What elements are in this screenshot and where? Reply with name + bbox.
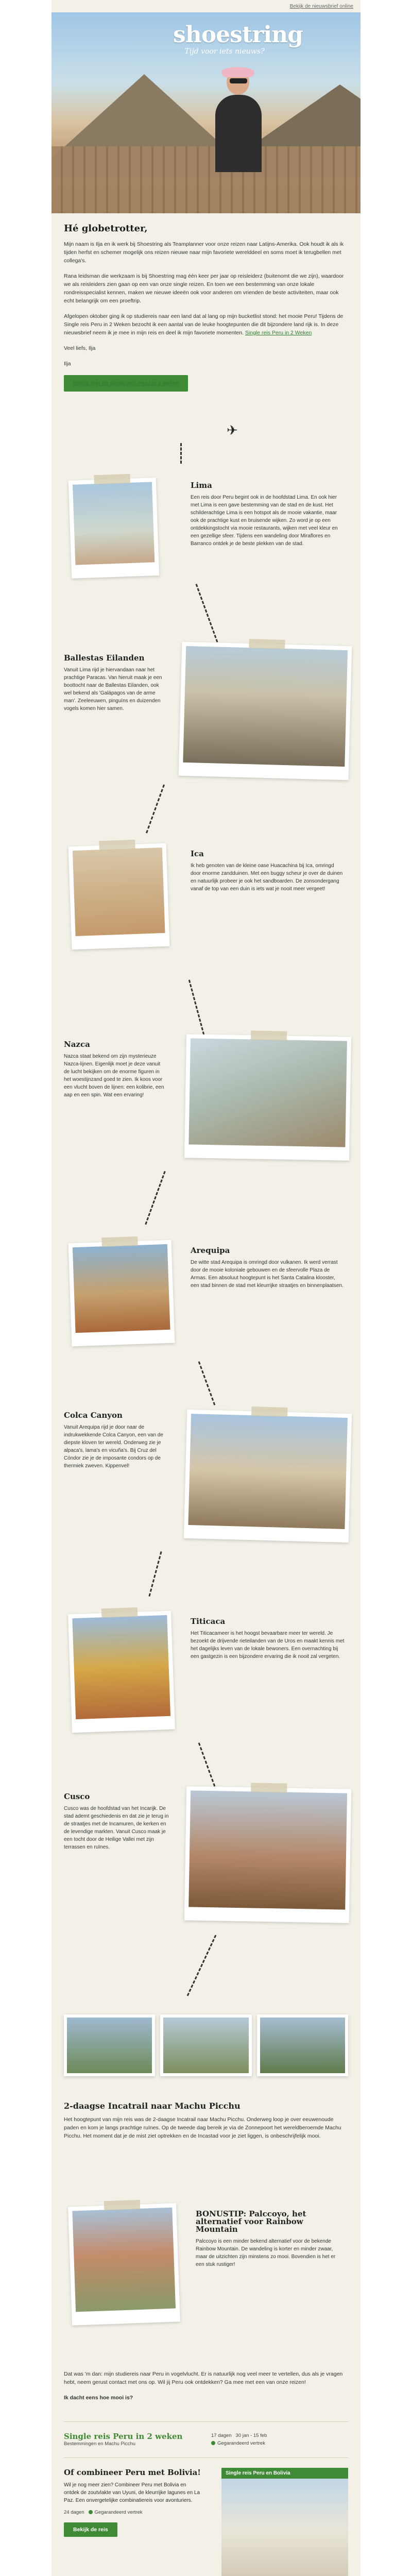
trip-subtitle: Bestemmingen en Machu Picchu [64,2441,135,2447]
section-titicaca: Titicaca Het Titicacameer is het hoogst bevaarbare meer ter wereld. Je bezoekt de drijvende rieteilanden van de Uros en maakt kennis met het dagelijks leven van de lokale bewoners. Een overnachting bij een gastgezin is een bijzondere ervaring die ik nooit zal vergeten. [191,1617,345,1659]
closing-text: Dat was 'm dan: mijn studiereis naar Peru in vogelvlucht. Er is natuurlijk nog veel meer te vertellen, dus als je vragen hebt, neem gerust contact met ons op. Wil jij Peru ook ontdekken? Ga mee met een van onze reizen! Ik dacht eens hoe mooi is? [64,2371,343,2401]
trip-button[interactable]: Bekijk hier de single reis Peru in 2 weken [64,375,188,392]
route-line [145,1171,165,1225]
bolivia-button[interactable]: Bekijk de reis [64,2522,117,2537]
route-line [188,979,204,1035]
bolivia-text: Wil je nog meer zien? Combineer Peru met Bolivia en ontdek de zoutvlakte van Uyuni, de kleurrijke lagunes en La Paz. Een onvergetelijke combinatiereis voor avonturiers. [64,2482,200,2503]
section-arequipa: Arequipa De witte stad Arequipa is omringd door vulkanen. Ik werd verrast door de mooie koloniale gebouwen en de sfeervolle Plaza de Armas. Een absoluut hoogtepunt is het Santa Catalina klooster, een stad binnen de stad met kleurrijke straatjes en binnenplaatsen. [191,1246,344,1289]
gallery-photo [160,2014,251,2076]
view-online-link[interactable]: Bekijk de nieuwsbrief online [289,4,353,9]
bolivia-badge: Single reis Peru en Bolivia [221,2468,348,2479]
section-ballestas: Ballestas Eilanden Vanuit Lima rijd je hiervandaan naar het prachtige Paracas. Van hieruit maak je een boottocht naar de Ballestas Eilanden, ook wel bekend als 'Galápagos van de arme man'. Zeeleeuwen, pinguïns en duizenden vogels komen hier samen. [64,653,162,711]
photo-colca [184,1410,352,1543]
intro-paragraph: Rana leidsman die werkzaam is bij Shoestring mag één keer per jaar op reisleiderz (buitenomt die we zijn), waardoor we als reisleiders zien gaan op een van onze single reizen. En toen we een bestemming van onze lokale rondreisspecialist kennen, maken we nieuwe ideeën ook voor anderen om vrienden de beste activiteiten, maar ook echt belangrijk om een proeftrip. [64,273,344,304]
signature: Veel liefs, Ilja [64,345,96,351]
intro-paragraph: Afgelopen oktober ging ik op studiereis naar een land dat al lang op mijn bucketlist stond: het mooie Peru! Tijdens de Single reis Peru in 2 Weken bezocht ik een aantal van de leuke hoogtepunten die dit bijzondere land rijk is. In deze nieuwsbrief neem ik je mee in mijn reis en deel ik mijn favoriete momenten. Single reis Peru in 2 Weken [64,313,344,336]
photo-lima [68,478,160,579]
header-hero [52,12,360,213]
route-line [148,1551,162,1597]
photo-ica [68,843,170,950]
route-line [180,443,182,464]
bolivia-photo[interactable] [221,2468,348,2576]
photo-nazca [184,1034,351,1161]
route-line [196,584,218,642]
photo-gallery [64,2014,348,2076]
brand-logo[interactable]: shoestring Tijd voor iets nieuws? [173,22,303,56]
trip-card[interactable] [64,2432,198,2447]
route-line [198,1742,216,1787]
greeting: Hé globetrotter, [64,223,148,234]
bolivia-title: Of combineer Peru met Bolivia! [64,2468,201,2477]
section-machu-picchu: 2-daagse Incatrail naar Machu Picchu Het hoogtepunt van mijn reis was de 2-daagse Incatrail naar Machu Picchu. Onderweg loop je over eeuwenoude paden en kom je langs prachtige ruïnes. Op de tweede dag bereik je via de Zonnepoort het wereldberoemde Machu Picchu. Het moment dat je de mist ziet optrekken en de Incastad voor je ziet liggen, is onbeschrijfelijk mooi. [64,2101,341,2139]
section-colca: Colca Canyon Vanuit Arequipa rijd je door naar de indrukwekkende Colca Canyon, een van de diepste kloven ter wereld. Onderweg zie je alpaca's, lama's en vicuña's. Bij Cruz del Cóndor zie je de imposante condors op de thermiek zweven. Kippenvel! [64,1411,163,1469]
trip-title[interactable]: Single reis Peru in 2 weken [64,2432,183,2441]
route-line [146,785,165,834]
newsletter [52,0,360,2576]
section-nazca: Nazca Nazca staat bekend om zijn mysterieuze Nazca-lijnen. Eigenlijk moet je deze vanuit de lucht bekijken om de enorme figuren in het woestijnzand goed te zien. Ik koos voor een vlucht boven de lijnen: een kolibrie, een aap en een spin. Wat een ervaring! [64,1040,164,1098]
bolivia-card: Of combineer Peru met Bolivia! Wil je nog meer zien? Combineer Peru met Bolivia en ontdek de zoutvlakte van Uyuni, de kleurrijke lagunes en La Paz. Een onvergetelijke combinatiereis voor avonturiers. 24 dagen Gegarandeerd vertrek Bekijk de reis [64,2468,203,2537]
photo-arequipa [68,1240,175,1347]
section-lima: Lima Een reis door Peru begint ook in de hoofdstad Lima. En ook hier met Lima is een gave bestemming van de stad en de kust. Het schilderachtige Lima is een hotspot als de mooie vakantie, maar ook de prachtige kust en bruisende wijken. Zo word je op een ontdekkingstocht via mooie restaurants, wijken met veel kleur en een gezellige sfeer. Tijdens een wandeling door Miraflores en Barranco ontdek je de beste plekken van de stad. [191,481,338,547]
photo-cusco [184,1786,351,1923]
route-line [198,1361,216,1405]
photo-titicaca [68,1611,175,1733]
section-cusco: Cusco Cusco was de hoofdstad van het Incarijk. De stad ademt geschiedenis en dat zie je terug in de straatjes met de Incamuren, de kerken en de levendige markten. Vanuit Cusco maak je een tocht door de Heilige Vallei met zijn terrassen en ruïnes. [64,1792,169,1850]
plane-icon: ✈ [227,422,238,438]
gallery-photo [64,2014,155,2076]
route-line [187,1935,217,1996]
intro-section [52,213,360,392]
divider [64,2421,348,2422]
signature-name: Ilja [64,361,71,367]
photo-palccoyo [68,2203,180,2325]
trip-link[interactable]: Single reis Peru in 2 Weken [245,330,312,336]
section-ica: Ica Ik heb genoten van de kleine oase Huacachina bij Ica, omringd door enorme zandduinen. Met een buggy scheur je over de duinen en natuurlijk probeer je ook het sandboarden. De zonsondergang vanaf de top van een duin is iets wat je nooit meer vergeet! [191,849,343,892]
intro-paragraph: Mijn naam is Ilja en ik werk bij Shoestring als Teamplanner voor onze reizen naar Latijns-Amerika. Ook houdt ik als ik tijden herfst en schemer mogelijk ons reizen nieuwe naar mijn favoriete werelddeel en soms moet ik terugbellen met collega's. [64,241,344,264]
photo-ballestas [179,642,352,781]
section-palccoyo: BONUSTIP: Palccoyo, het alternatief voor Rainbow Mountain Palccoyo is een minder bekend alternatief voor de bekende Rainbow Mountain. De wandeling is korter en minder zwaar, maar de uitzichten zijn minstens zo mooi. Bovendien is het er een stuk rustiger! [196,2209,336,2267]
trip-meta: 17 dagen 30 jan - 15 feb Gegarandeerd vertrek [211,2433,267,2446]
gallery-photo [257,2014,348,2076]
traveler-figure [206,69,268,172]
